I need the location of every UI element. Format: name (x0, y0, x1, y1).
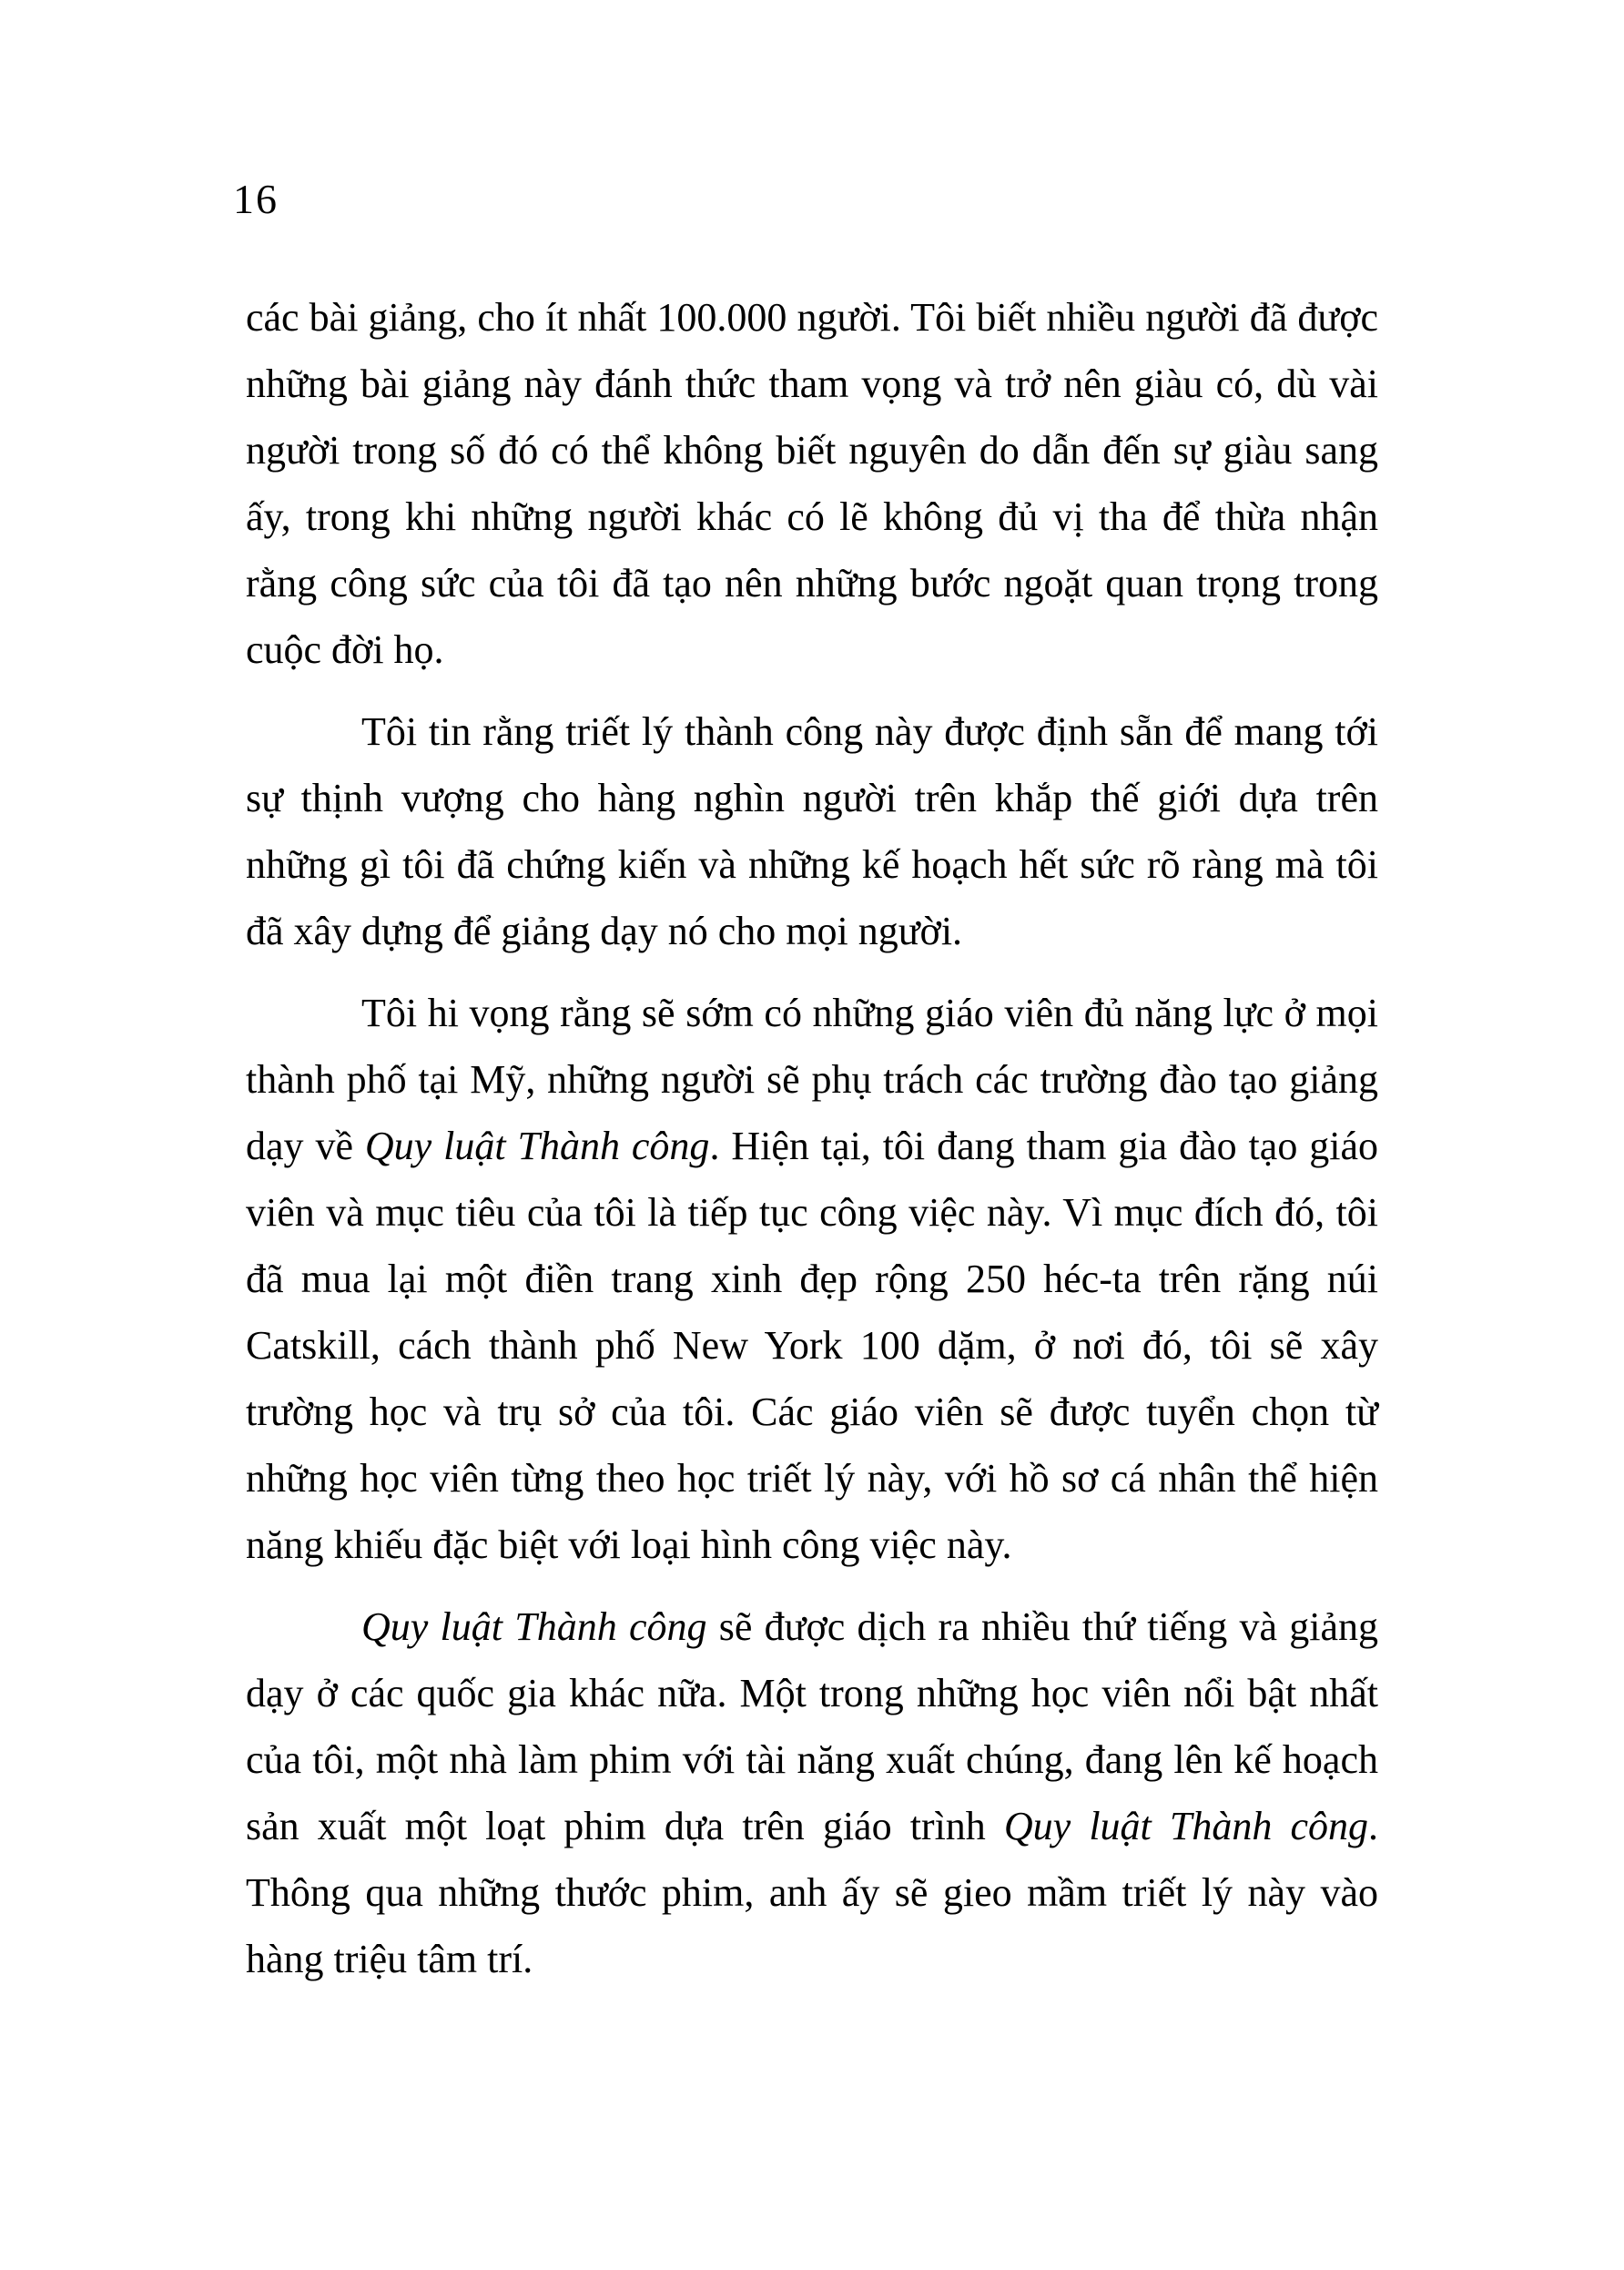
book-title-italic: Quy luật Thành công (364, 1124, 710, 1168)
text-run: . Hiện tại, tôi đang tham gia đào tạo giáo viên và mục tiêu của tôi là tiếp tục công việc này. Vì mục đích đó, tôi đã mua lại một điền trang xinh đẹp rộng 250 héc-ta trên rặng núi Catskill, cách thành phố New York 100 dặm, ở nơi đó, tôi sẽ xây trường học và trụ sở của tôi. Các giáo viên sẽ được tuyển chọn từ những học viên từng theo học triết lý này, với hồ sơ cá nhân thể hiện năng khiếu đặc biệt với loại hình công việc này. (246, 1124, 1378, 1567)
book-title-italic: Quy luật Thành công (1003, 1804, 1368, 1848)
text-run: . Thông qua những thước phim, anh ấy sẽ gieo mầm triết lý này vào hàng triệu tâm trí. (246, 1804, 1378, 1981)
text-run: các bài giảng, cho ít nhất 100.000 người. Tôi biết nhiều người đã được những bài giảng này đánh thức tham vọng và trở nên giàu có, dù vài người trong số đó có thể không biết nguyên do dẫn đến sự giàu sang ấy, trong khi những người khác có lẽ không đủ vị tha để thừa nhận rằng công sức của tôi đã tạo nên những bước ngoặt quan trọng trong cuộc đời họ. (246, 295, 1378, 672)
text-run: Tôi hi vọng rằng sẽ sớm có những giáo viên đủ năng lực ở mọi thành phố tại Mỹ, những người sẽ phụ trách các trường đào tạo giảng dạy về (246, 991, 1378, 1168)
paragraph-4 (246, 1593, 1378, 1992)
paragraph-3 (246, 980, 1378, 1578)
paragraph-2 (246, 698, 1378, 964)
text-run: Tôi tin rằng triết lý thành công này được định sẵn để mang tới sự thịnh vượng cho hàng nghìn người trên khắp thế giới dựa trên những gì tôi đã chứng kiến và những kế hoạch hết sức rõ ràng mà tôi đã xây dựng để giảng dạy nó cho mọi người. (246, 709, 1378, 953)
book-title-italic: Quy luật Thành công (361, 1604, 707, 1649)
body-text (246, 284, 1378, 2008)
paragraph-1 (246, 284, 1378, 683)
text-run: sẽ được dịch ra nhiều thứ tiếng và giảng dạy ở các quốc gia khác nữa. Một trong những học viên nổi bật nhất của tôi, một nhà làm phim với tài năng xuất chúng, đang lên kế hoạch sản xuất một loạt phim dựa trên giáo trình (246, 1604, 1378, 1848)
page-number: 16 (233, 176, 279, 222)
